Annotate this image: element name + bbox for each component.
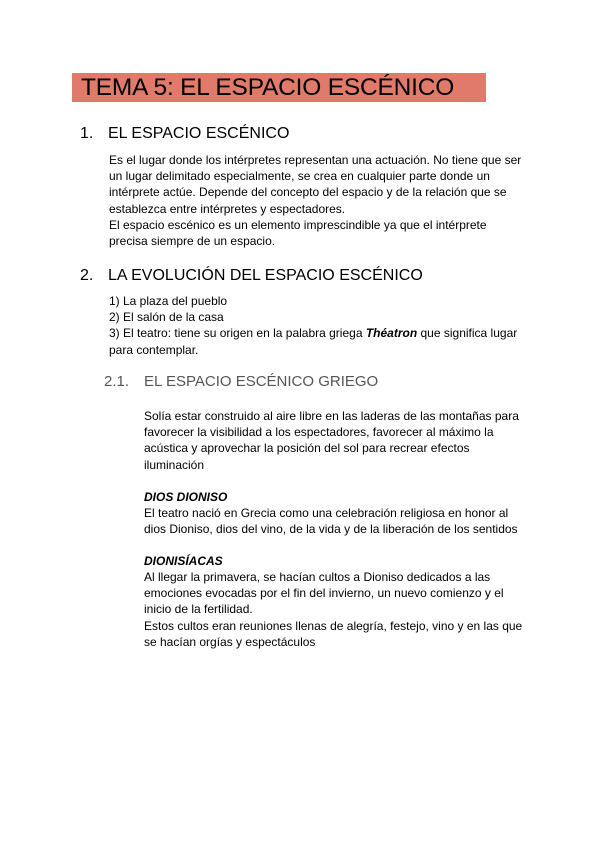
page-title: TEMA 5: EL ESPACIO ESCÉNICO bbox=[72, 73, 486, 102]
section-2-1-heading bbox=[104, 372, 378, 392]
paragraph-line: Al llegar la primavera, se hacían cultos a Dioniso dedicados a las bbox=[144, 570, 491, 584]
paragraph-line: emociones evocadas por el fin del invierno, un nuevo comienzo y el bbox=[144, 586, 504, 601]
paragraph-line: inicio de la fertilidad. bbox=[144, 602, 253, 617]
paragraph-line: intérprete actúe. Depende del concepto del espacio y de la relación que se bbox=[109, 185, 507, 200]
list-item: 1) La plaza del pueblo bbox=[109, 294, 228, 308]
section-2-1-number: 2.1. bbox=[104, 373, 130, 390]
list-item-text: que significa lugar bbox=[417, 326, 518, 341]
paragraph-line: se hacían orgías y espectáculos bbox=[144, 634, 316, 649]
paragraph-line: Es el lugar donde los intérpretes representan una actuación. No tiene que ser bbox=[109, 153, 522, 167]
paragraph-line: establezca entre intérpretes y espectadores. bbox=[109, 201, 346, 216]
section-2-number: 2. bbox=[80, 267, 94, 284]
paragraph-line: El espacio escénico es un elemento imprescindible ya que el intérprete bbox=[109, 217, 487, 232]
section-1-paragraph bbox=[109, 152, 521, 249]
section-1-title: EL ESPACIO ESCÉNICO bbox=[108, 125, 290, 142]
list-item bbox=[109, 325, 517, 341]
list-item: 2) El salón de la casa bbox=[109, 310, 224, 325]
section-2-1-title: EL ESPACIO ESCÉNICO GRIEGO bbox=[144, 373, 379, 390]
paragraph-line: acústica y aprovechar la posición del sol para recrear efectos bbox=[144, 441, 470, 456]
dionisiacas-heading: DIONISÍACAS bbox=[144, 554, 223, 568]
dioniso-paragraph bbox=[144, 505, 518, 537]
paragraph-line: dios Dioniso, dios del vino, de la vida y de la liberación de los sentidos bbox=[144, 522, 518, 537]
list-item: para contemplar. bbox=[109, 342, 199, 357]
paragraph-line: iluminación bbox=[144, 457, 205, 472]
list-item-text: 3) El teatro: tiene su origen en la palabra griega bbox=[109, 326, 366, 341]
paragraph-line: Solía estar construido al aire libre en las laderas de las montañas para bbox=[144, 409, 519, 423]
paragraph-line: un lugar delimitado especialmente, se crea en cualquier parte donde un bbox=[109, 169, 490, 184]
section-2-list bbox=[109, 293, 517, 358]
dionisiacas-paragraph bbox=[144, 569, 522, 650]
section-1-heading bbox=[80, 124, 289, 144]
section-1-number: 1. bbox=[80, 125, 94, 142]
paragraph-line: precisa siempre de un espacio. bbox=[109, 234, 276, 249]
section-2-title: LA EVOLUCIÓN DEL ESPACIO ESCÉNICO bbox=[108, 267, 423, 284]
paragraph-line: El teatro nació en Grecia como una celebración religiosa en honor al bbox=[144, 506, 509, 520]
section-2-1-paragraph bbox=[144, 408, 519, 473]
paragraph-line: favorecer la visibilidad a los espectadores, favorecer al máximo la bbox=[144, 425, 494, 440]
section-2-heading bbox=[80, 266, 423, 286]
theatron-term: Théatron bbox=[365, 326, 418, 341]
paragraph-line: Estos cultos eran reuniones llenas de alegría, festejo, vino y en las que bbox=[144, 618, 523, 633]
dioniso-heading: DIOS DIONISO bbox=[144, 490, 228, 504]
